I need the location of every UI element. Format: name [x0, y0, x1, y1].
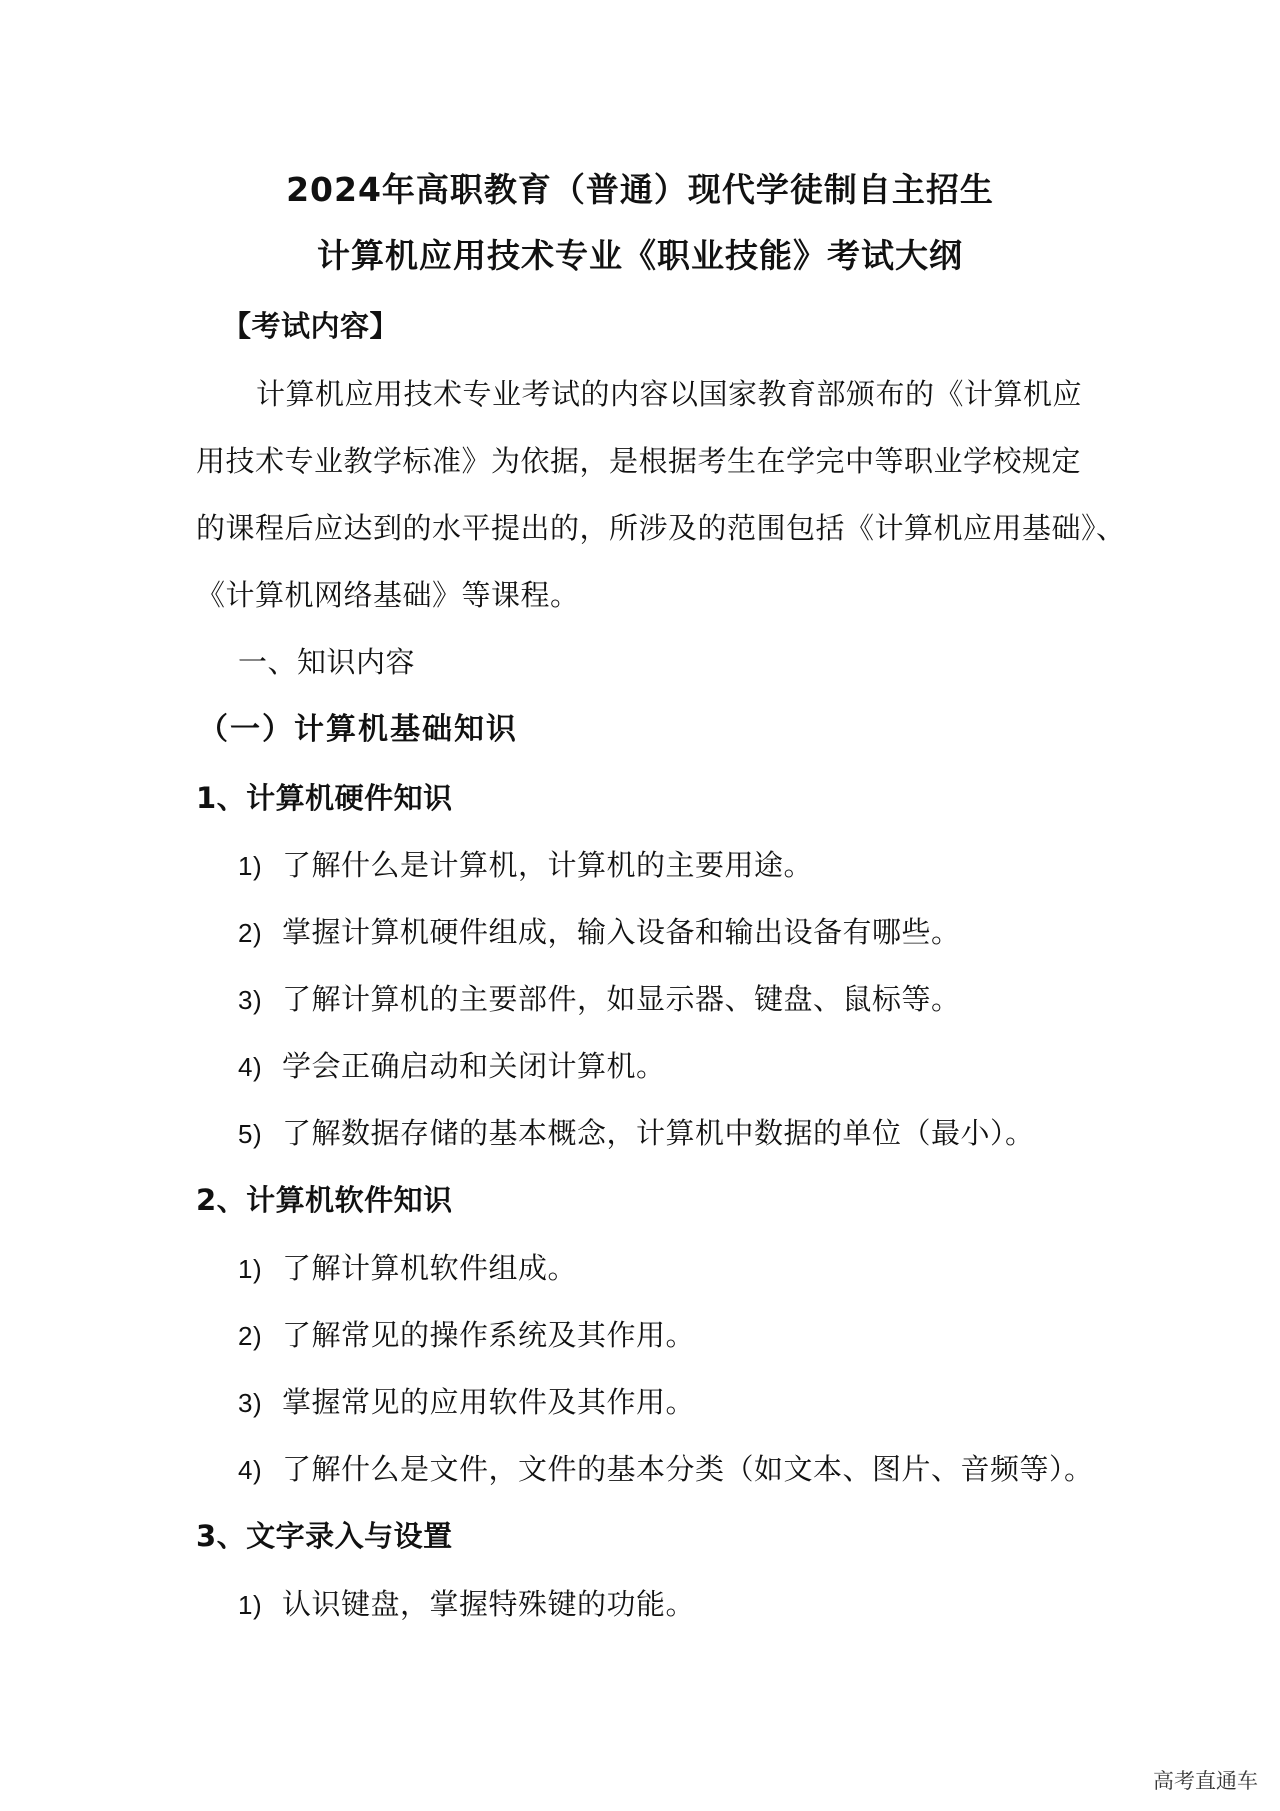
list-item-text: 了解计算机软件组成。 [282, 1251, 578, 1285]
list-item-text: 了解什么是文件，文件的基本分类（如文本、图片、音频等）。 [282, 1452, 1094, 1486]
list-item-number: 1) [238, 1254, 263, 1284]
section-heading: （一）计算机基础知识 [198, 712, 518, 747]
list-item-text: 了解计算机的主要部件，如显示器、键盘、鼠标等。 [282, 982, 961, 1016]
list-item-number: 4) [238, 1052, 263, 1082]
list-item-text: 了解数据存储的基本概念，计算机中数据的单位（最小）。 [282, 1116, 1035, 1150]
list-item-number: 3) [238, 1388, 263, 1418]
exam-content-heading: 【考试内容】 [222, 309, 400, 343]
intro-paragraph-line: 计算机应用技术专业考试的内容以国家教育部颁布的《计算机应 [256, 377, 1083, 411]
document-title-line-2: 计算机应用技术专业《职业技能》考试大纲 [317, 236, 963, 275]
list-item-number: 3) [238, 985, 263, 1015]
document-title-line-1: 2024年高职教育（普通）现代学徒制自主招生 [286, 170, 994, 209]
list-item [238, 1382, 695, 1423]
list-item [238, 1315, 695, 1356]
intro-paragraph-line: 的课程后应达到的水平提出的，所涉及的范围包括《计算机应用基础》、 [196, 511, 1126, 545]
list-item-text: 认识键盘，掌握特殊键的功能。 [282, 1587, 696, 1621]
list-item-number: 5) [238, 1119, 263, 1149]
list-item [238, 1248, 577, 1289]
list-item-number: 2) [238, 1321, 263, 1351]
list-item-text: 掌握常见的应用软件及其作用。 [282, 1385, 696, 1419]
topic-heading-hardware: 1、计算机硬件知识 [196, 781, 453, 815]
list-item [238, 979, 961, 1020]
list-item [238, 1584, 695, 1625]
topic-heading-software: 2、计算机软件知识 [196, 1183, 453, 1217]
intro-paragraph-line: 《计算机网络基础》等课程。 [196, 578, 580, 612]
topic-heading-text-input: 3、文字录入与设置 [196, 1519, 453, 1553]
list-item-number: 1) [238, 851, 263, 881]
watermark: 高考直通车 [1153, 1769, 1258, 1793]
list-item-text: 掌握计算机硬件组成，输入设备和输出设备有哪些。 [282, 915, 961, 949]
list-item-number: 1) [238, 1590, 263, 1620]
part-heading: 一、知识内容 [238, 645, 416, 679]
list-item-number: 4) [238, 1455, 263, 1485]
list-item-text: 学会正确启动和关闭计算机。 [282, 1049, 666, 1083]
list-item-text: 了解常见的操作系统及其作用。 [282, 1318, 696, 1352]
list-item [238, 912, 961, 953]
list-item [238, 1113, 1035, 1154]
list-item [238, 1449, 1094, 1490]
intro-paragraph-line: 用技术专业教学标准》为依据，是根据考生在学完中等职业学校规定 [196, 444, 1082, 478]
list-item [238, 1046, 666, 1087]
list-item-text: 了解什么是计算机，计算机的主要用途。 [282, 848, 814, 882]
list-item-number: 2) [238, 918, 263, 948]
list-item [238, 845, 813, 886]
